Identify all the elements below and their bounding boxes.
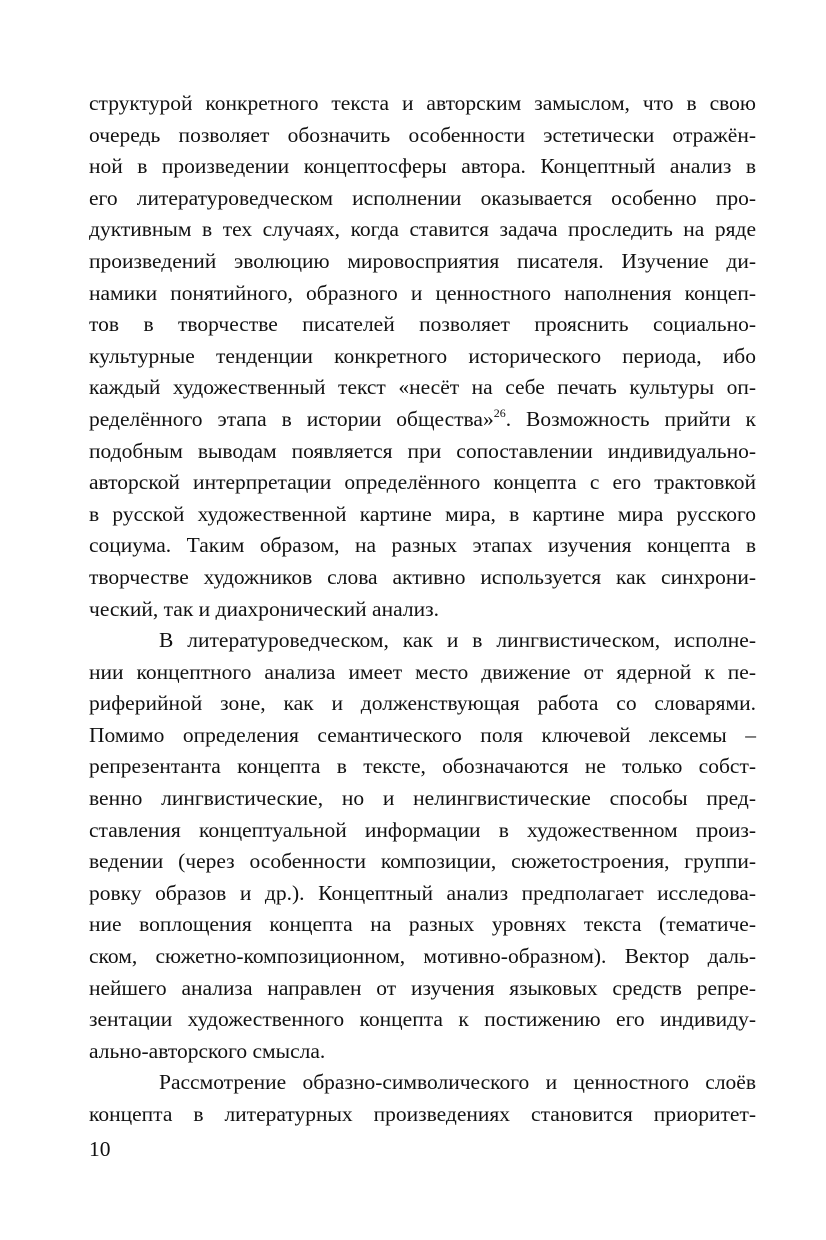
text-line: ставления концептуальной информации в художественном произ- bbox=[89, 817, 756, 842]
text-line: тов в творчестве писателей позволяет прояснить социально- bbox=[89, 312, 756, 337]
footnote-line-before: ределённого этапа в истории общества» bbox=[89, 406, 494, 431]
text-line: ние воплощения концепта на разных уровнях текста (тематиче- bbox=[89, 912, 756, 937]
text-line: его литературоведческом исполнении оказывается особенно про- bbox=[89, 185, 756, 210]
text-line: нейшего анализа направлен от изучения языковых средств репре- bbox=[89, 975, 756, 1000]
footnote-reference[interactable]: 26 bbox=[493, 405, 506, 420]
text-line: ровку образов и др.). Концептный анализ предполагает исследова- bbox=[89, 880, 756, 905]
text-line: ной в произведении концептосферы автора. Концептный анализ в bbox=[89, 154, 756, 179]
text-line: концепта в литературных произведениях становится приоритет- bbox=[89, 1102, 756, 1126]
body-text bbox=[89, 88, 756, 1131]
text-line: ведении (через особенности композиции, сюжетостроения, группи- bbox=[89, 849, 756, 874]
text-line: ально-авторского смысла. bbox=[89, 1038, 326, 1063]
text-line: культурные тенденции конкретного исторического периода, ибо bbox=[89, 343, 756, 368]
text-line: венно лингвистические, но и нелингвистические способы пред- bbox=[89, 786, 756, 811]
text-line: нии концептного анализа имеет место движение от ядерной к пе- bbox=[89, 659, 756, 684]
text-line-with-footnote bbox=[89, 404, 756, 436]
text-line: произведений эволюцию мировосприятия писателя. Изучение ди- bbox=[89, 248, 756, 273]
text-line: Помимо определения семантического поля ключевой лексемы – bbox=[89, 722, 756, 747]
text-line: риферийной зоне, как и долженствующая работа со словарями. bbox=[89, 691, 756, 716]
text-line: в русской художественной картине мира, в картине мира русского bbox=[89, 501, 756, 526]
text-line: дуктивным в тех случаях, когда ставится задача проследить на ряде bbox=[89, 217, 756, 242]
text-line: творчестве художников слова активно используется как синхрони- bbox=[89, 564, 756, 589]
text-line: репрезентанта концепта в тексте, обозначаются не только собст- bbox=[89, 754, 756, 779]
page-number: 10 bbox=[89, 1137, 111, 1161]
text-line: каждый художественный текст «несёт на себе печать культуры оп- bbox=[89, 375, 756, 400]
text-line-indented: В литературоведческом, как и в лингвистическом, исполне- bbox=[159, 628, 756, 653]
text-line: очередь позволяет обозначить особенности эстетически отражён- bbox=[89, 122, 756, 147]
text-line: зентации художественного концепта к постижению его индивиду- bbox=[89, 1007, 756, 1032]
text-line: намики понятийного, образного и ценностного наполнения концеп- bbox=[89, 280, 756, 305]
text-line: структурой конкретного текста и авторским замыслом, что в свою bbox=[89, 91, 756, 115]
text-line: ческий, так и диахронический анализ. bbox=[89, 596, 439, 621]
text-line: ском, сюжетно-композиционном, мотивно-образном). Вектор даль- bbox=[89, 944, 756, 969]
footnote-line-after: . Возможность прийти к bbox=[505, 406, 757, 431]
text-line: авторской интерпретации определённого концепта с его трактовкой bbox=[89, 470, 756, 495]
text-line: социума. Таким образом, на разных этапах изучения концепта в bbox=[89, 533, 756, 558]
text-line-indented: Рассмотрение образно-символического и ценностного слоёв bbox=[159, 1070, 756, 1095]
text-line: подобным выводам появляется при сопоставлении индивидуально- bbox=[89, 438, 756, 463]
